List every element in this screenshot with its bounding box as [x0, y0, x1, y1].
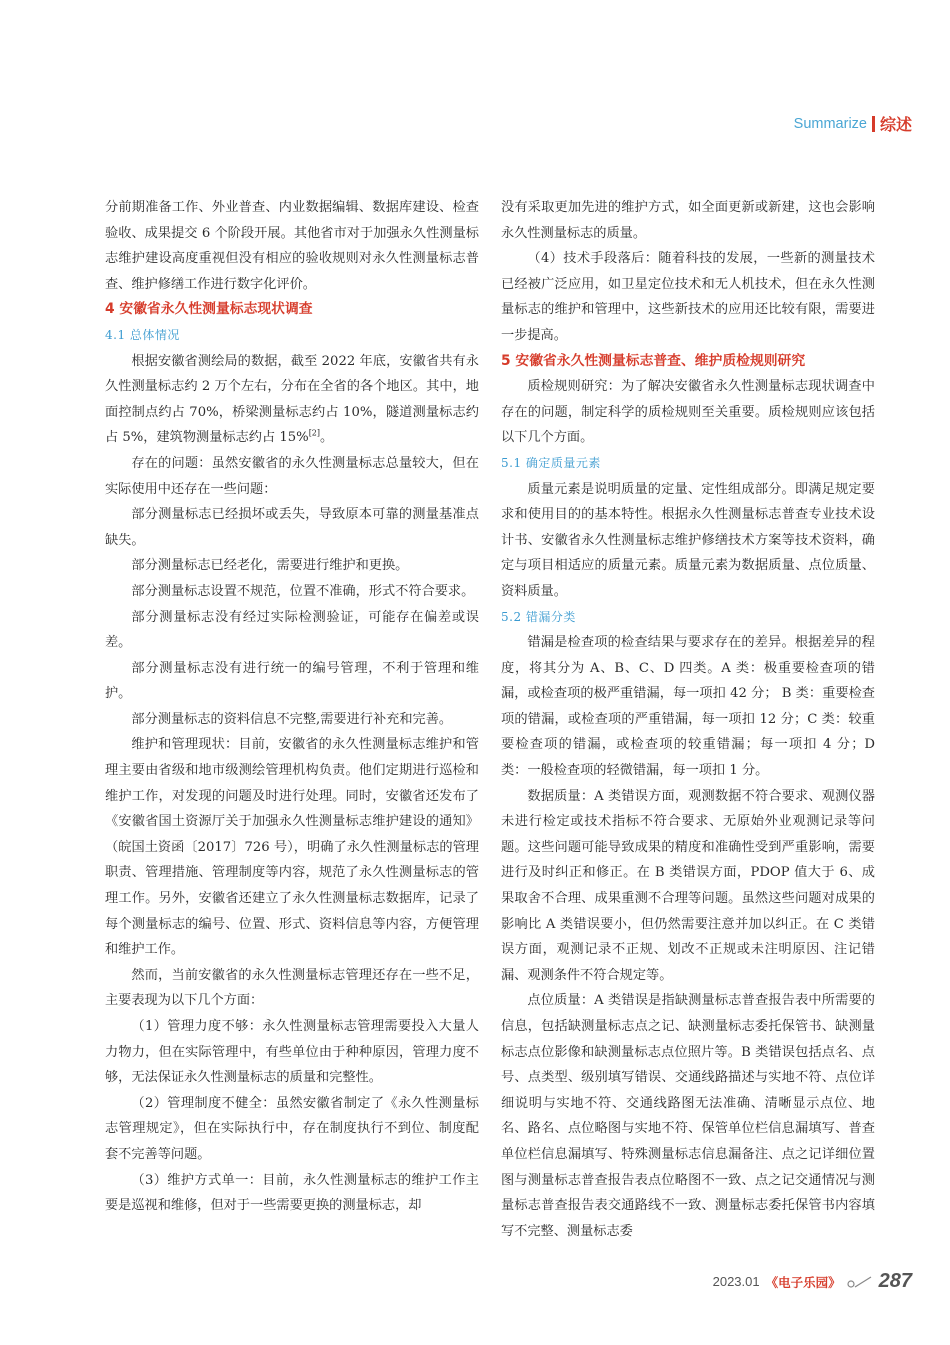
- paragraph: 错漏是检查项的检查结果与要求存在的差异。根据差异的程度，将其分为 A、B、C、D 四类。A 类：极重要检查项的错漏，或检查项的极严重错漏，每一项扣 42 分； B 类：重要检查项的错漏，或检查项的严重错漏，每一项扣 12 分；C 类：较重要检查项的错漏，或检查项的较重错漏；每一项扣 4 分；D 类：一般检查项的轻微错漏，每一项扣 1 分。: [501, 635, 875, 779]
- paragraph: （4）技术手段落后：随着科技的发展，一些新的测量技术已经被广泛应用，如卫星定位技术和无人机技术，但在永久性测量标志的维护和管理中，这些新技术的应用还比较有限，需要进一步提高。: [501, 251, 875, 343]
- subsection-heading: 4.1 总体情况: [105, 327, 180, 342]
- paragraph: （3）维护方式单一：目前，永久性测量标志的维护工作主要是巡视和维修，但对于一些需要更换的测量标志，却: [105, 1172, 479, 1214]
- subsection-heading: 5.1 确定质量元素: [501, 455, 601, 470]
- section-header: [794, 112, 912, 135]
- paragraph: （2）管理制度不健全：虽然安徽省制定了《永久性测量标志管理规定》，但在实际执行中，存在制度执行不到位、制度配套不完善等问题。: [105, 1095, 479, 1162]
- section-label-en: Summarize: [793, 115, 867, 132]
- header-divider: [872, 116, 875, 132]
- section-label-zh: 综述: [879, 115, 912, 134]
- paragraph: 数据质量：A 类错误方面，观测数据不符合要求、观测仪器未进行检定或技术指标不符合要求、无原始外业观测记录等问题。这些问题可能导致成果的精度和准确性受到严重影响，需要进行及时纠正和修正。在 B 类错误方面，PDOP 值大于 6、成果取舍不合理、成果重测不合理等问题。虽然这些问题对成果的影响比 A 类错误要小，但仍然需要注意并加以纠正。在 C 类错误方面，观测记录不正规、划改不正规或未注明原因、注记错漏、观测条件不符合规定等。: [501, 788, 875, 983]
- issue-date: 2023.01: [712, 1274, 760, 1289]
- page-number: 287: [878, 1270, 912, 1292]
- paragraph: 然而，当前安徽省的永久性测量标志管理还存在一些不足，主要表现为以下几个方面：: [105, 967, 479, 1009]
- paragraph: 维护和管理现状：目前，安徽省的永久性测量标志维护和管理主要由省级和地市级测绘管理机构负责。他们定期进行巡检和维护工作，对发现的问题及时进行处理。同时，安徽省还发布了《安徽省国土资源厅关于加强永久性测量标志维护建设的通知》（皖国土资函〔2017〕726 号），明确了永久性测量标志的管理职责、管理措施、管理制度等内容，规范了永久性测量标志的管理工作。另外，安徽省还建立了永久性测量标志数据库，记录了每个测量标志的编号、位置、形式、资料信息等内容，方便管理和维护工作。: [105, 737, 479, 958]
- paragraph: （1）管理力度不够：永久性测量标志管理需要投入大量人力物力，但在实际管理中，有些单位由于种种原因，管理力度不够，无法保证永久性测量标志的质量和完整性。: [105, 1019, 479, 1086]
- decoration-icon: [847, 1275, 873, 1289]
- paragraph: 没有采取更加先进的维护方式，如全面更新或新建，这也会影响永久性测量标志的质量。: [501, 200, 875, 241]
- section-heading: 5 安徽省永久性测量标志普查、维护质检规则研究: [501, 352, 806, 369]
- paragraph: 点位质量：A 类错误是指缺测量标志普查报告表中所需要的信息，包括缺测量标志点之记、缺测量标志委托保管书、缺测量标志点位影像和缺测量标志点位照片等。B 类错误包括点名、点号、点类型、级别填写错误、交通线路描述与实地不符、点位详细说明与实地不符、交通线路图无法准确、清晰显示点位、地名、路名、点位略图与实地不符、保管单位栏信息漏填写、普查单位栏信息漏填写、特殊测量标志信息漏备注、点之记详细位置图与测量标志普查报告表点位略图不一致、点之记交通情况与测量标志普查报告表交通路线不一致、测量标志委托保管书内容填写不完整、测量标志委: [501, 993, 875, 1239]
- paragraph: 根据安徽省测绘局的数据，截至 2022 年底，安徽省共有永久性测量标志约 2 万个左右，分布在全省的各个地区。其中，地面控制点约占 70%，桥梁测量标志约占 10%，隧道测量标志约占 5%，建筑物测量标志约占 15%[2]。: [105, 353, 479, 446]
- paragraph: 部分测量标志没有经过实际检测验证，可能存在偏差或误差。: [105, 609, 479, 651]
- paragraph: 部分测量标志没有进行统一的编号管理，不利于管理和维护。: [105, 660, 479, 702]
- paragraph: 分前期准备工作、外业普查、内业数据编辑、数据库建设、检查验收、成果提交 6 个阶段开展。其他省市对于加强永久性测量标志维护建设高度重视但没有相应的验收规则对永久性测量标志普查、维护修缮工作进行数字化评价。: [105, 200, 479, 292]
- paragraph: 部分测量标志已经老化，需要进行维护和更换。: [131, 558, 409, 574]
- paragraph: 部分测量标志已经损坏或丢失，导致原本可靠的测量基准点缺失。: [105, 507, 479, 548]
- paragraph: 部分测量标志的资料信息不完整,需要进行补充和完善。: [131, 711, 453, 727]
- page-footer: [713, 1270, 912, 1293]
- citation-ref: [2]: [308, 428, 321, 438]
- paragraph: 质量元素是说明质量的定量、定性组成部分。即满足规定要求和使用目的的基本特性。根据永久性测量标志普查专业技术设计书、安徽省永久性测量标志维护修缮技术方案等技术资料，确定与项目相适应的质量元素。质量元素为数据质量、点位质量、资料质量。: [501, 481, 875, 599]
- paragraph: 部分测量标志设置不规范，位置不准确，形式不符合要求。: [131, 583, 475, 599]
- left-column: [105, 195, 479, 1219]
- paragraph: 存在的问题：虽然安徽省的永久性测量标志总量较大，但在实际使用中还存在一些问题：: [105, 455, 479, 497]
- paragraph: 质检规则研究：为了解决安徽省永久性测量标志现状调查中存在的问题，制定科学的质检规则至关重要。质检规则应该包括以下几个方面。: [501, 379, 875, 446]
- section-heading: 4 安徽省永久性测量标志现状调查: [105, 301, 313, 318]
- magazine-name: 《电子乐园》: [765, 1274, 841, 1290]
- subsection-heading: 5.2 错漏分类: [501, 609, 576, 624]
- right-column: [501, 195, 875, 1244]
